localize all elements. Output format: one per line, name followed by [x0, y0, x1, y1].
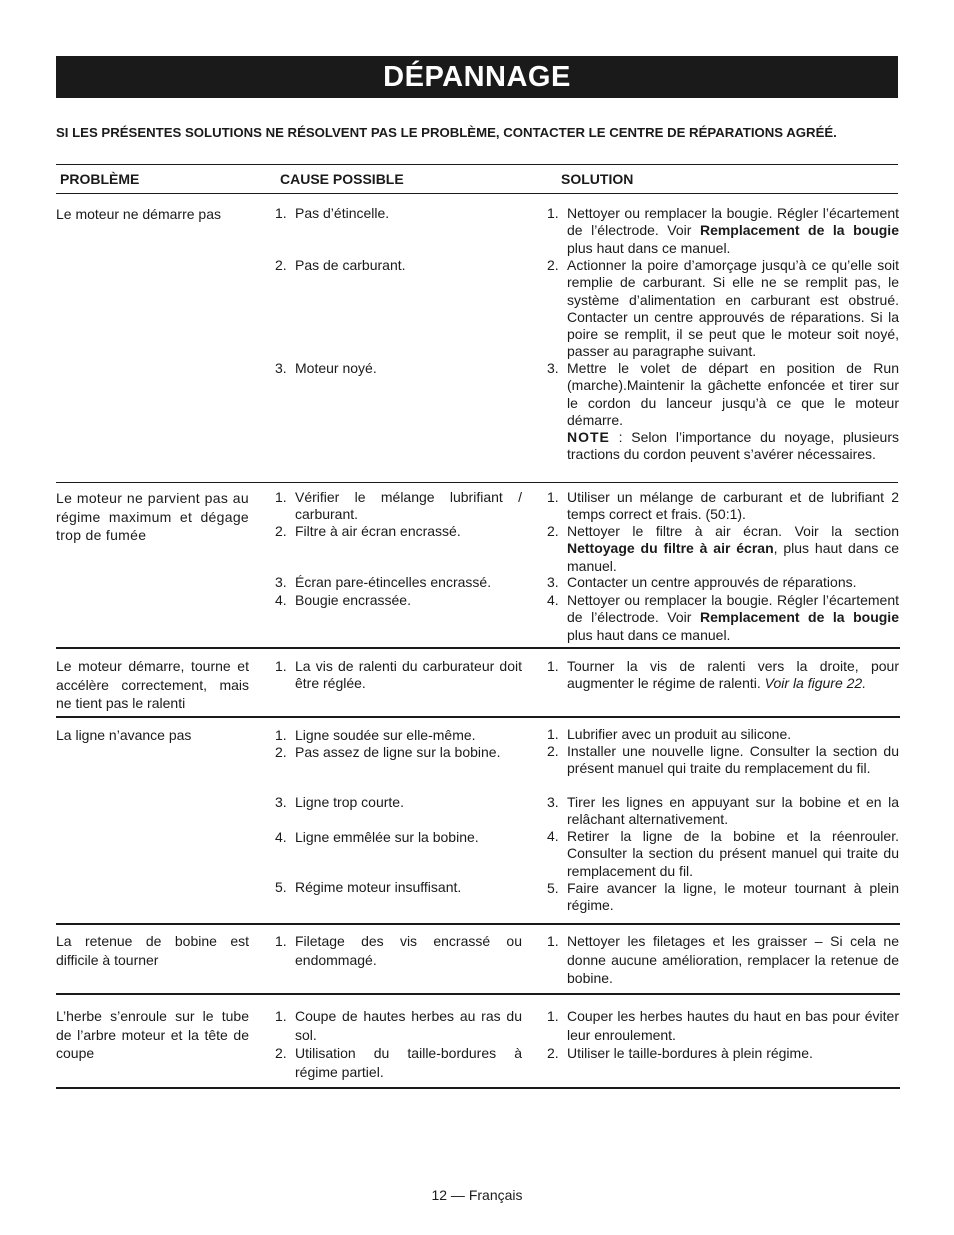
- problem-cell: Le moteur démarre, tourne et accélère correctement, mais ne tient pas le ralenti: [56, 658, 249, 711]
- cause-item: 5. Régime moteur insuffisant.: [275, 879, 462, 895]
- solution-item: 4. Retirer la ligne de la bobine et la réenrouler. Consulter la section du présent manuel qui traite du remplacement du fil.: [547, 828, 899, 879]
- solution-item: 3. Tirer les lignes en appuyant sur la bobine et en la relâchant alternativement.: [547, 794, 899, 828]
- page-footer: 12 — Français: [431, 1187, 523, 1203]
- cause-item: 3. Écran pare-étincelles encrassé.: [275, 574, 492, 590]
- solution-item: 3. Contacter un centre approuvés de réparations.: [547, 574, 857, 590]
- cause-item: 2. Pas assez de ligne sur la bobine.: [275, 744, 501, 760]
- solution-item: 1. Lubrifier avec un produit au silicone.: [547, 726, 792, 742]
- solution-item: 4. Nettoyer ou remplacer la bougie. Régler l’écartement de l’électrode. Voir Remplacement de la bougie plus haut dans ce manuel.: [547, 592, 899, 643]
- cause-item: 1. La vis de ralenti du carburateur doit être réglée.: [275, 658, 522, 692]
- cause-item: 4. Ligne emmêlée sur la bobine.: [275, 829, 479, 845]
- row-divider: [56, 993, 900, 995]
- solution-item: 2. Actionner la poire d’amorçage jusqu’à ce qu’elle soit remplie de carburant. Si elle ne se remplit pas, le système d’alimentation en carburant est obstrué. Contacter un centre approuvés de réparations. Si la poire se remplit, il se peut que le moteur soit noyé, passer au paragraphe suivant.: [547, 257, 899, 360]
- cause-item: 1. Filetage des vis encrassé ou endommagé.: [275, 933, 522, 968]
- cause-item: 4. Bougie encrassée.: [275, 592, 411, 608]
- cause-item: 2. Filtre à air écran encrassé.: [275, 523, 461, 539]
- cause-item: 1. Vérifier le mélange lubrifiant / carburant.: [275, 489, 522, 523]
- solution-item: 1. Nettoyer les filetages et les graisser – Si cela ne donne aucune amélioration, remplacer la retenue de bobine.: [547, 933, 899, 986]
- header-cause: CAUSE POSSIBLE: [280, 171, 404, 187]
- row-divider: [56, 923, 900, 925]
- cause-item: 2. Pas de carburant.: [275, 257, 406, 273]
- solution-item: 3. Mettre le volet de départ en position de Run (marche).Maintenir la gâchette enfoncée et tirer sur le cordon du lanceur jusqu’à ce que le moteur démarre. NOTE : Selon l’importance du noyage, plusieurs tractions du cordon peuvent s’avérer nécessaires.: [547, 360, 899, 463]
- header-solution: SOLUTION: [561, 171, 634, 187]
- solution-item: 1. Nettoyer ou remplacer la bougie. Régler l’écartement de l’électrode. Voir Remplacement de la bougie plus haut dans ce manuel.: [547, 205, 899, 256]
- cause-item: 1. Ligne soudée sur elle-même.: [275, 727, 476, 743]
- header-bottom-rule: [56, 193, 898, 194]
- solution-item: 1. Couper les herbes hautes du haut en bas pour éviter leur enroulement.: [547, 1008, 899, 1043]
- solution-item: 2. Installer une nouvelle ligne. Consulter la section du présent manuel qui traite du remplacement du fil.: [547, 743, 899, 777]
- warning-notice: SI LES PRÉSENTES SOLUTIONS NE RÉSOLVENT PAS LE PROBLÈME, CONTACTER LE CENTRE DE RÉPARATIONS AGRÉÉ.: [56, 125, 837, 140]
- cause-item: 1. Coupe de hautes herbes au ras du sol.: [275, 1008, 522, 1043]
- solution-item: 1. Utiliser un mélange de carburant et de lubrifiant 2 temps correct et frais. (50:1).: [547, 489, 899, 523]
- problem-cell: La retenue de bobine est difficile à tourner: [56, 933, 249, 968]
- cause-item: 3. Ligne trop courte.: [275, 794, 404, 810]
- row-divider: [56, 647, 900, 649]
- problem-cell: Le moteur ne parvient pas au régime maximum et dégage trop de fumée: [56, 490, 249, 543]
- problem-cell: La ligne n’avance pas: [56, 727, 192, 743]
- row-divider: [56, 716, 900, 718]
- cause-item: 2. Utilisation du taille-bordures à régime partiel.: [275, 1045, 522, 1080]
- cause-item: 1. Pas d’étincelle.: [275, 205, 390, 221]
- page-title: DÉPANNAGE: [56, 56, 898, 98]
- cause-item: 3. Moteur noyé.: [275, 360, 377, 376]
- table-bottom-rule: [56, 1087, 900, 1089]
- solution-item: 2. Utiliser le taille-bordures à plein régime.: [547, 1045, 813, 1061]
- solution-item: 5. Faire avancer la ligne, le moteur tournant à plein régime.: [547, 880, 899, 914]
- row-divider: [56, 482, 898, 483]
- problem-cell: L’herbe s’enroule sur le tube de l’arbre moteur et la tête de coupe: [56, 1008, 249, 1061]
- header-problem: PROBLÈME: [60, 171, 140, 187]
- solution-item: 1. Tourner la vis de ralenti vers la droite, pour augmenter le régime de ralenti. Voir la figure 22.: [547, 658, 899, 692]
- table-top-rule: [56, 164, 898, 165]
- solution-item: 2. Nettoyer le filtre à air écran. Voir la section Nettoyage du filtre à air écran, plus haut dans ce manuel.: [547, 523, 899, 574]
- problem-cell: Le moteur ne démarre pas: [56, 206, 221, 222]
